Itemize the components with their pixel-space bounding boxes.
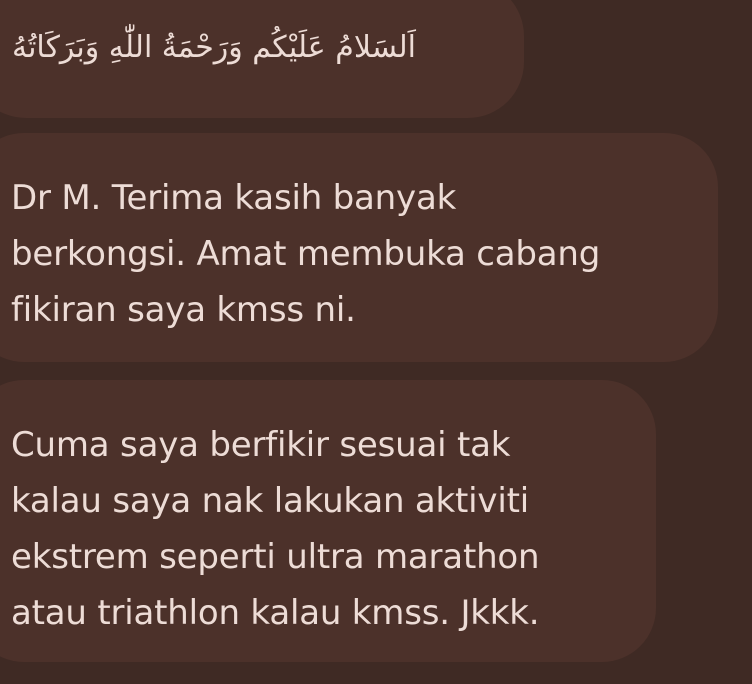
- message-line: ekstrem seperti ultra marathon: [11, 537, 540, 577]
- message-line: berkongsi. Amat membuka cabang: [11, 234, 601, 274]
- message-text: [11, 417, 539, 641]
- message-line: fikiran saya kmss ni.: [11, 290, 356, 330]
- message-line: atau triathlon kalau kmss. Jkkk.: [11, 593, 540, 633]
- message-bubble-thanks[interactable]: [0, 133, 718, 362]
- message-text: [11, 170, 600, 338]
- message-text: اَلسَلامُ عَلَيْكُم وَرَحْمَةُ اللّٰهِ وَبَرَكَاتُهُ: [12, 30, 416, 65]
- message-bubble-salam[interactable]: [0, 0, 524, 118]
- message-line: Cuma saya berfikir sesuai tak: [11, 425, 511, 465]
- message-bubble-question[interactable]: [0, 380, 656, 662]
- message-line: kalau saya nak lakukan aktiviti: [11, 481, 529, 521]
- message-line: Dr M. Terima kasih banyak: [11, 178, 457, 218]
